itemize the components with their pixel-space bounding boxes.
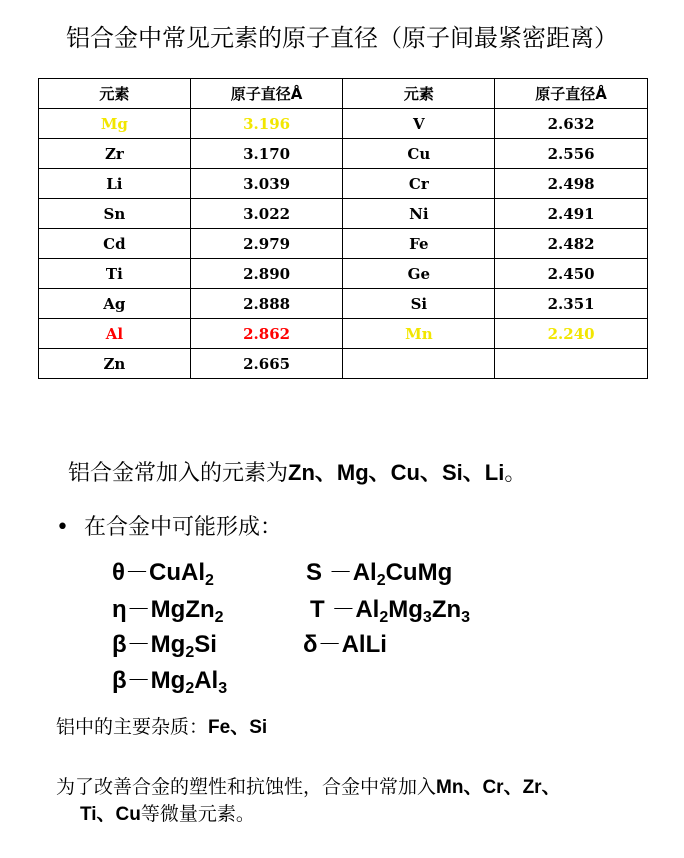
diameter-cell: 2.890 (190, 259, 343, 289)
formula-subscript: 2 (185, 644, 195, 661)
formula-part: Al (355, 596, 380, 623)
diameter-cell: 2.665 (190, 349, 343, 379)
phase-formula (112, 552, 214, 587)
phase-formula (112, 589, 224, 624)
formula-subscript: 2 (185, 680, 195, 697)
diameter-cell: 3.022 (190, 199, 343, 229)
common-elements-list: Zn、Mg、Cu、Si、Li (288, 460, 505, 485)
diameter-cell: 2.491 (495, 199, 648, 229)
element-cell: Li (39, 169, 191, 199)
table-row (39, 139, 648, 169)
element-cell: Cd (39, 229, 191, 259)
phase-symbol: δ (303, 631, 318, 658)
phase-dash: － (322, 559, 353, 586)
improvement-list-1: Mn、Cr、Zr、 (436, 777, 561, 798)
element-cell: Ge (343, 259, 495, 289)
table-row (39, 169, 648, 199)
common-elements-prefix: 铝合金常加入的元素为 (68, 461, 289, 486)
formula-subscript: 3 (461, 609, 471, 626)
formula-subscript: 3 (422, 609, 432, 626)
improvement-prefix: 为了改善合金的塑性和抗蚀性，合金中常加入 (56, 776, 437, 798)
diameter-cell: 2.632 (495, 109, 648, 139)
table-row (39, 109, 648, 139)
improvement-line-1 (56, 772, 561, 799)
phase-formula (306, 552, 452, 587)
impurities-prefix: 铝中的主要杂质： (56, 716, 209, 738)
formula-subscript: 3 (218, 680, 228, 697)
element-cell: Zr (39, 139, 191, 169)
element-cell: Ag (39, 289, 191, 319)
column-header-diameter-1: 原子直径Å (190, 79, 343, 109)
impurities-sentence (56, 712, 267, 739)
impurities-list: Fe、Si (208, 717, 268, 738)
phase-formula (112, 624, 217, 659)
page-title: 铝合金中常见元素的原子直径（原子间最紧密距离） (66, 24, 618, 52)
element-cell: Zn (39, 349, 191, 379)
improvement-list-2: Ti、Cu (80, 804, 141, 825)
common-elements-suffix: 。 (504, 461, 527, 486)
formula-subscript: 2 (204, 572, 214, 589)
diameter-cell: 3.170 (190, 139, 343, 169)
formula-part: MgZn (150, 596, 215, 623)
diameter-cell: 2.862 (190, 319, 343, 349)
phase-symbol: θ (112, 559, 125, 586)
phase-symbol: T (310, 596, 325, 623)
diameter-cell: 3.196 (190, 109, 343, 139)
formula-part: Al (180, 559, 205, 586)
element-cell: V (343, 109, 495, 139)
phase-symbol: η (112, 596, 127, 623)
diameter-cell: 2.556 (495, 139, 648, 169)
element-cell: Si (343, 289, 495, 319)
phase-symbol: S (306, 559, 323, 586)
phase-dash: － (126, 667, 151, 694)
formula-part: Cu (148, 559, 181, 586)
table-row (39, 199, 648, 229)
formula-part: Al (352, 559, 377, 586)
diameter-cell: 2.240 (495, 319, 648, 349)
formula-subscript: 2 (214, 609, 224, 626)
table-row (39, 319, 648, 349)
element-cell: Ti (39, 259, 191, 289)
diameter-cell: 2.482 (495, 229, 648, 259)
element-cell: Sn (39, 199, 191, 229)
diameter-cell: 3.039 (190, 169, 343, 199)
element-cell: Fe (343, 229, 495, 259)
improvement-suffix: 等微量元素。 (140, 803, 255, 825)
table-row (39, 349, 648, 379)
table-row (39, 259, 648, 289)
formula-part: Si (194, 631, 217, 658)
formula-part: AlLi (341, 631, 387, 658)
element-cell (343, 349, 495, 379)
phase-dash: － (126, 631, 151, 658)
column-header-diameter-2: 原子直径Å (495, 79, 648, 109)
column-header-element-1: 元素 (39, 79, 191, 109)
atomic-diameter-table (38, 78, 648, 379)
formula-part: Zn (431, 596, 462, 623)
phase-dash: － (324, 596, 356, 623)
diameter-cell: 2.979 (190, 229, 343, 259)
formula-part: Mg (150, 631, 186, 658)
formula-part: Mg (150, 667, 186, 694)
diameter-cell: 2.351 (495, 289, 648, 319)
phase-dash: － (124, 559, 149, 586)
phases-intro-text: 在合金中可能形成： (84, 515, 283, 540)
element-cell: Cr (343, 169, 495, 199)
element-cell: Ni (343, 199, 495, 229)
common-elements-sentence (68, 456, 526, 487)
phase-formula (112, 660, 227, 695)
phase-dash: － (317, 631, 342, 658)
improvement-line-2 (80, 799, 255, 826)
phase-symbol: β (112, 667, 127, 694)
element-cell: Al (39, 319, 191, 349)
formula-subscript: 2 (376, 572, 386, 589)
table-row (39, 229, 648, 259)
formula-part: CuMg (385, 559, 453, 586)
element-cell: Mn (343, 319, 495, 349)
table-header-row (39, 79, 648, 109)
diameter-cell (495, 349, 648, 379)
formula-part: Al (194, 667, 219, 694)
diameter-cell: 2.450 (495, 259, 648, 289)
phase-dash: － (126, 596, 151, 623)
phase-formula (303, 624, 387, 659)
formula-subscript: 2 (379, 609, 389, 626)
table-row (39, 289, 648, 319)
column-header-element-2: 元素 (343, 79, 495, 109)
bullet-dot: • (56, 515, 69, 540)
diameter-cell: 2.498 (495, 169, 648, 199)
diameter-cell: 2.888 (190, 289, 343, 319)
phases-intro (56, 510, 282, 541)
phase-symbol: β (112, 631, 127, 658)
formula-part: Mg (388, 596, 423, 623)
element-cell: Mg (39, 109, 191, 139)
phase-formula (310, 589, 470, 624)
element-cell: Cu (343, 139, 495, 169)
